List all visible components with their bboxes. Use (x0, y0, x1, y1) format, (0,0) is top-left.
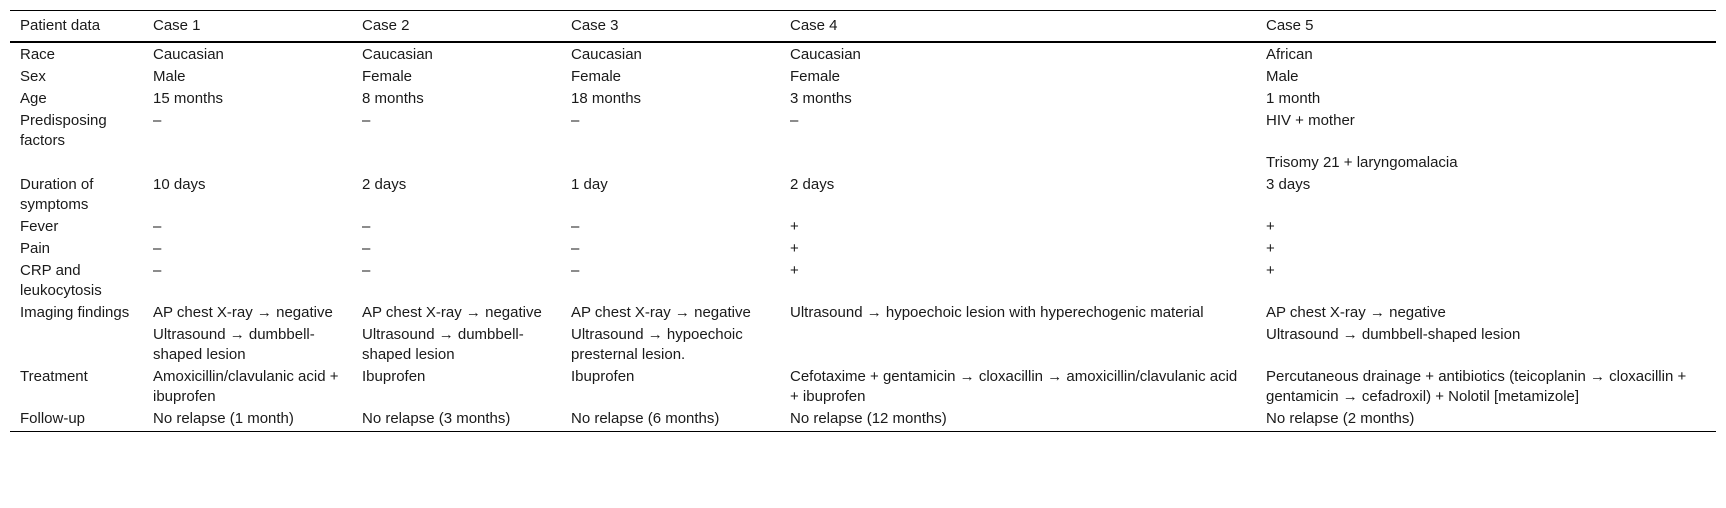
table-row (10, 66, 1716, 88)
table-row (10, 408, 1716, 432)
table-row (10, 238, 1716, 260)
row-label-cell: Imaging findings (20, 304, 130, 321)
case-5-cell: Trisomy 21 + laryngomalacia (1266, 154, 1458, 171)
case-3-cell: AP chest X-ray → negative (571, 304, 751, 321)
row-label-cell: Predisposing factors (20, 112, 107, 149)
case-1-cell: – (153, 240, 162, 257)
case-1-cell: 15 months (153, 90, 224, 107)
header-cell-case-4: Case 4 (780, 11, 1256, 43)
case-4-cell: 2 days (790, 176, 835, 193)
case-3-cell: Caucasian (571, 46, 642, 63)
row-label-cell: Race (20, 46, 56, 63)
case-1-cell: Caucasian (153, 46, 224, 63)
case-1-cell: Male (153, 68, 186, 85)
table-row (10, 260, 1716, 302)
case-4-cell (780, 152, 1256, 174)
case-2-cell: – (362, 262, 371, 279)
header-cell-patient-data: Patient data (10, 11, 143, 43)
row-label-cell: Pain (20, 240, 51, 257)
row-label-cell: Treatment (20, 368, 88, 385)
case-5-cell: + (1266, 218, 1275, 235)
case-2-cell: 8 months (362, 90, 424, 107)
case-2-cell: – (362, 112, 371, 129)
case-5-cell: African (1266, 46, 1313, 63)
case-2-cell: 2 days (362, 176, 407, 193)
case-5-cell: Ultrasound → dumbbell-shaped lesion (1266, 326, 1521, 343)
row-label-cell: Duration of symptoms (20, 176, 94, 213)
case-1-cell: – (153, 262, 162, 279)
case-2-cell: – (362, 240, 371, 257)
case-3-cell (561, 152, 780, 174)
case-3-cell: 18 months (571, 90, 642, 107)
case-5-cell: Male (1266, 68, 1299, 85)
case-3-cell: Ultrasound → hypoechoic presternal lesion. (571, 326, 743, 363)
case-1-cell: No relapse (1 month) (143, 408, 352, 432)
header-cell-case-2: Case 2 (352, 11, 561, 43)
case-4-cell: Caucasian (790, 46, 861, 63)
case-4-cell: 3 months (790, 90, 852, 107)
case-4-cell: Cefotaxime + gentamicin → cloxacillin → amoxicillin/clavulanic acid + ibuprofen (790, 368, 1238, 405)
table-row (10, 366, 1716, 408)
row-label-cell: Follow-up (10, 408, 143, 432)
header-cell-case-3: Case 3 (561, 11, 780, 43)
case-1-cell: AP chest X-ray → negative (153, 304, 333, 321)
case-4-cell (780, 324, 1256, 366)
case-2-cell: Ultrasound → dumbbell-shaped lesion (362, 326, 524, 363)
case-5-cell: + (1266, 262, 1275, 279)
header-cell-case-1: Case 1 (143, 11, 352, 43)
case-5-cell: 3 days (1266, 176, 1311, 193)
case-5-cell: Percutaneous drainage + antibiotics (teicoplanin → cloxacillin + gentamicin → cefadroxil) + Nolotil [metamizole] (1266, 368, 1687, 405)
case-4-cell: + (790, 218, 799, 235)
row-label-cell (10, 152, 143, 174)
case-5-cell: AP chest X-ray → negative (1266, 304, 1446, 321)
case-2-cell: No relapse (3 months) (352, 408, 561, 432)
case-2-cell: Ibuprofen (362, 368, 426, 385)
table-row (10, 110, 1716, 152)
row-label-cell: Age (20, 90, 47, 107)
header-cell-case-5: Case 5 (1256, 11, 1716, 43)
case-3-cell: Ibuprofen (571, 368, 635, 385)
case-3-cell: Female (571, 68, 622, 85)
case-2-cell (352, 152, 561, 174)
case-4-cell: – (790, 112, 799, 129)
case-1-cell: – (153, 112, 162, 129)
table-row (10, 152, 1716, 174)
case-1-cell: 10 days (153, 176, 206, 193)
case-5-cell: 1 month (1266, 90, 1321, 107)
table-body (10, 42, 1716, 432)
case-5-cell: No relapse (2 months) (1256, 408, 1716, 432)
case-2-cell: Female (362, 68, 413, 85)
case-3-cell: 1 day (571, 176, 608, 193)
case-1-cell: Ultrasound → dumbbell-shaped lesion (153, 326, 315, 363)
patient-data-table (10, 10, 1716, 432)
case-2-cell: – (362, 218, 371, 235)
case-4-cell: Ultrasound → hypoechoic lesion with hyperechogenic material (790, 304, 1204, 321)
case-3-cell: – (571, 262, 580, 279)
case-3-cell: No relapse (6 months) (561, 408, 780, 432)
table-row (10, 302, 1716, 324)
header-row (10, 11, 1716, 43)
case-4-cell: + (790, 240, 799, 257)
case-2-cell: AP chest X-ray → negative (362, 304, 542, 321)
case-4-cell: No relapse (12 months) (780, 408, 1256, 432)
case-3-cell: – (571, 240, 580, 257)
patient-data-table-container (10, 10, 1716, 432)
row-label-cell: Sex (20, 68, 46, 85)
table-row (10, 88, 1716, 110)
case-5-cell: + (1266, 240, 1275, 257)
table-row (10, 174, 1716, 216)
row-label-cell: CRP and leukocytosis (20, 262, 102, 299)
case-1-cell: – (153, 218, 162, 235)
table-row (10, 324, 1716, 366)
case-1-cell: Amoxicillin/clavulanic acid + ibuprofen (153, 368, 339, 405)
case-4-cell: Female (790, 68, 841, 85)
table-row (10, 216, 1716, 238)
case-5-cell: HIV + mother (1266, 112, 1355, 129)
table-row (10, 42, 1716, 66)
row-label-cell: Fever (20, 218, 59, 235)
case-4-cell: + (790, 262, 799, 279)
case-2-cell: Caucasian (362, 46, 433, 63)
case-3-cell: – (571, 112, 580, 129)
case-1-cell (143, 152, 352, 174)
row-label-cell (10, 324, 143, 366)
case-3-cell: – (571, 218, 580, 235)
